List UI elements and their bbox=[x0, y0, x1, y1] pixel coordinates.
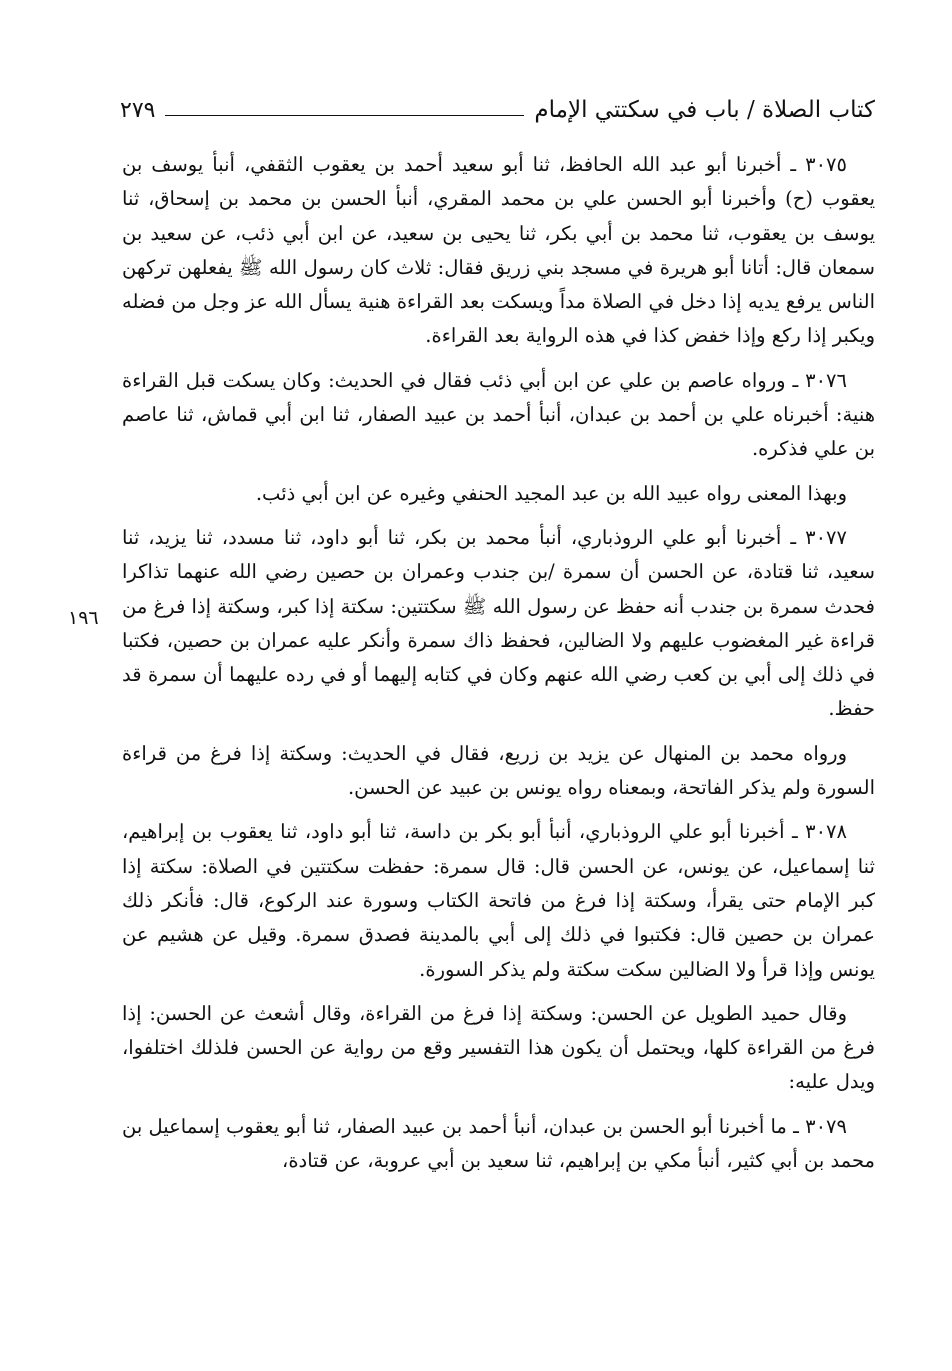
paragraph-note-3: وقال حميد الطويل عن الحسن: وسكتة إذا فرغ من القراءة، وقال أشعث عن الحسن: إذا فرغ من القراءة كلها، ويحتمل أن يكون هذا التفسير وقع من رواية عن الحسن فلذلك اختلفوا، ويدل عليه: bbox=[122, 1001, 875, 1094]
paragraph-note-1: وبهذا المعنى رواه عبيد الله بن عبد المجيد الحنفي وغيره عن ابن أبي ذئب. bbox=[255, 481, 847, 505]
paragraph-hadith-3079: ٣٠٧٩ ـ ما أخبرنا أبو الحسن بن عبدان، أنبأ أحمد بن عبيد الصفار، ثنا أبو يعقوب إسماعيل بن محمد بن أبي كثير، أنبأ مكي بن إبراهيم، ثنا سعيد بن أبي عروبة، عن قتادة، bbox=[122, 1114, 875, 1173]
paragraph-hadith-3077: ٣٠٧٧ ـ أخبرنا أبو علي الروذباري، أنبأ محمد بن بكر، ثنا أبو داود، ثنا مسدد، ثنا يزيد، ثنا سعيد، ثنا قتادة، عن الحسن أن سمرة /بن جندب وعمران بن حصين رضي الله عنهما تذاكرا فحدث سمرة بن جندب أنه حفظ عن رسول الله ﷺ سكتتين: سكتة إذا كبر، وسكتة إذا فرغ من قراءة غير المغضوب عليهم ولا الضالين، فحفظ ذاك سمرة وأنكر عليه عمران بن حصين، فكتبا في ذلك إلى أبي بن كعب رضي الله عنهم وكان في كتابه إليهما أو في رده عليهما أن سمرة قد حفظ. bbox=[122, 525, 875, 721]
main-text bbox=[122, 148, 875, 1188]
paragraph-hadith-3075: ٣٠٧٥ ـ أخبرنا أبو عبد الله الحافظ، ثنا أبو سعيد أحمد بن يعقوب الثقفي، أنبأ يوسف بن يعقوب (ح) وأخبرنا أبو الحسن علي بن محمد المقري، أنبأ الحسن بن محمد بن إسحاق، ثنا يوسف بن يعقوب، ثنا محمد بن أبي بكر، ثنا يحيى بن سعيد، عن ابن أبي ذئب، عن سعيد بن سمعان قال: أتانا أبو هريرة في مسجد بني زريق فقال: ثلاث كان رسول الله ﷺ يفعلهن تركهن الناس يرفع يديه إذا دخل في الصلاة مداً ويسكت بعد القراءة هنية يسأل الله عز وجل من فضله ويكبر إذا ركع وإذا خفض كذا في هذه الرواية بعد القراءة. bbox=[122, 153, 875, 348]
header-rule bbox=[165, 115, 524, 116]
margin-page-reference: ١٩٦ bbox=[68, 607, 99, 629]
header-title: كتاب الصلاة / باب في سكتتي الإمام bbox=[534, 97, 875, 123]
paragraph-note-2: ورواه محمد بن المنهال عن يزيد بن زريع، فقال في الحديث: وسكتة إذا فرغ من قراءة السورة ولم يذكر الفاتحة، وبمعناه رواه يونس بن عبيد عن الحسن. bbox=[122, 741, 875, 800]
running-header bbox=[120, 92, 875, 128]
page-number: ٢٧٩ bbox=[120, 97, 156, 123]
paragraph-hadith-3078: ٣٠٧٨ ـ أخبرنا أبو علي الروذباري، أنبأ أبو بكر بن داسة، ثنا أبو داود، ثنا يعقوب بن إبراهيم، ثنا إسماعيل، عن يونس، عن الحسن قال: قال سمرة: حفظت سكتتين في الصلاة: سكتة إذا كبر الإمام حتى يقرأ، وسكتة إذا فرغ من فاتحة الكتاب وسورة عند الركوع، قال: فأنكر ذلك عمران بن حصين قال: فكتبوا في ذلك إلى أبي بالمدينة فصدق سمرة. وقيل عن هشيم عن يونس وإذا قرأ ولا الضالين سكت سكتة ولم يذكر السورة. bbox=[122, 820, 875, 981]
paragraph-hadith-3076: ٣٠٧٦ ـ ورواه عاصم بن علي عن ابن أبي ذئب فقال في الحديث: وكان يسكت قبل القراءة هنية: أخبرناه علي بن أحمد بن عبدان، أنبأ أحمد بن عبيد الصفار، ثنا ابن أبي قماش، ثنا عاصم بن علي فذكره. bbox=[122, 368, 875, 461]
